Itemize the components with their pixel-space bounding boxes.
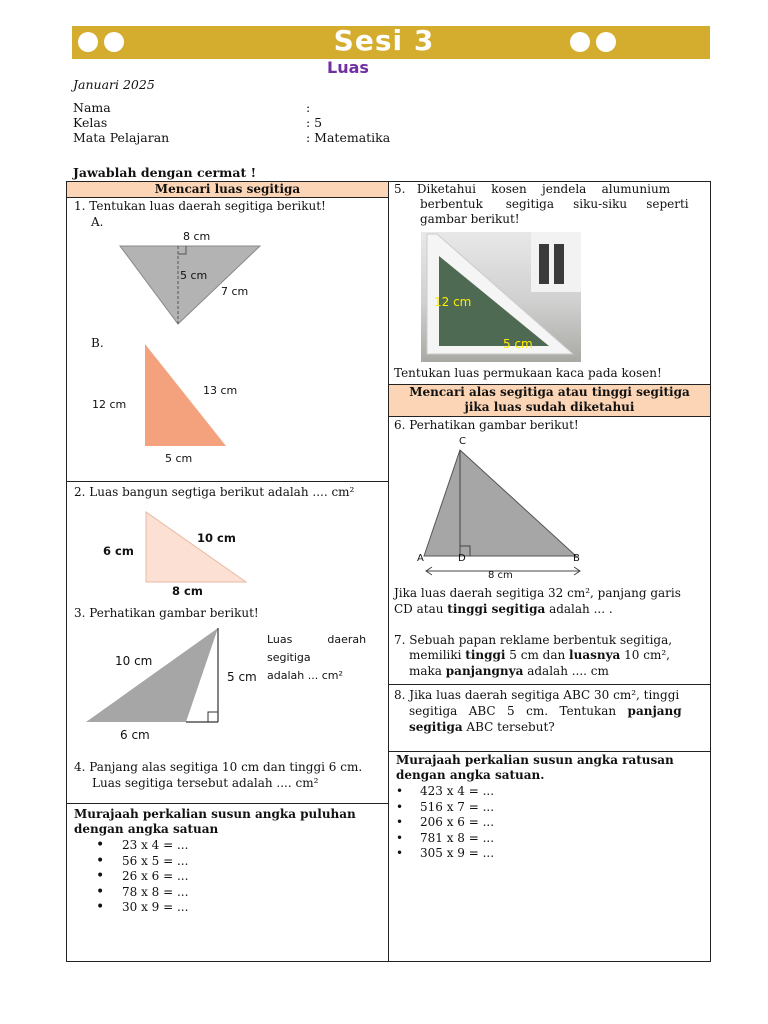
list-item: • 781 x 8 = ... <box>396 831 494 847</box>
murajaah-left-list <box>74 838 188 916</box>
tri-b-height-label: 12 cm <box>92 398 127 411</box>
field-label-kelas: Kelas <box>73 115 108 130</box>
field-value-mapel: : Matematika <box>306 130 391 145</box>
q5-line-1: 5. Diketahui kosen jendela alumunium <box>394 182 671 196</box>
point-d-label: D <box>458 553 466 564</box>
q7-line-1: 7. Sebuah papan reklame berbentuk segitiga, <box>394 633 673 647</box>
column-divider <box>388 181 389 962</box>
q7-line-2-e: 10 cm², <box>620 648 670 662</box>
tri-a-height-label: 5 cm <box>180 269 208 282</box>
q8-line-2 <box>409 704 682 720</box>
background-door-glass <box>539 244 549 284</box>
vertex-c-label: C <box>459 436 466 447</box>
q6-line-2-b: tinggi segitiga <box>447 602 546 616</box>
q6-line-1: Jika luas daerah segitiga 32 cm², panjang garis <box>394 586 681 600</box>
q8-line-2-b: panjang <box>627 704 682 718</box>
field-label-mapel: Mata Pelajaran <box>73 130 170 145</box>
topic-subtitle: Luas <box>327 58 369 77</box>
divider <box>389 416 710 417</box>
base-length-label: 8 cm <box>488 570 513 581</box>
divider <box>389 684 710 685</box>
divider <box>67 197 388 198</box>
right-angle-mark <box>208 712 218 722</box>
list-item: • 30 x 9 = ... <box>74 900 188 916</box>
tri-a-top-label: 8 cm <box>183 230 211 243</box>
list-item: • 56 x 5 = ... <box>74 854 188 870</box>
tri-q2-height-label: 6 cm <box>103 544 134 558</box>
q1-b-label: B. <box>91 336 104 350</box>
date-label: Januari 2025 <box>73 77 155 92</box>
photo-base-label: 5 cm <box>503 337 533 351</box>
q3-text: 3. Perhatikan gambar berikut! <box>74 606 259 620</box>
murajaah-left-title-2: dengan angka satuan <box>74 822 219 836</box>
list-item: • 516 x 7 = ... <box>396 800 494 816</box>
list-item: • 78 x 8 = ... <box>74 885 188 901</box>
q7-line-2-b: tinggi <box>465 648 506 662</box>
q1-a-label: A. <box>91 215 104 229</box>
triangle-a-figure <box>110 236 270 328</box>
q6-line-2-c: adalah ... . <box>545 602 613 616</box>
section-header-line-2: jika luas sudah diketahui <box>464 400 635 414</box>
section-header-area: Mencari luas segitiga <box>67 182 388 197</box>
vertex-a-label: A <box>417 553 424 564</box>
tri-q2-hyp-label: 10 cm <box>197 531 236 545</box>
field-label-nama: Nama <box>73 100 111 115</box>
photo-height-label: 12 cm <box>434 295 472 309</box>
list-item: • 206 x 6 = ... <box>396 815 494 831</box>
triangle-q2 <box>146 512 246 582</box>
q8-line-3-b: ABC tersebut? <box>462 720 555 734</box>
list-item: • 23 x 4 = ... <box>74 838 188 854</box>
vertex-b-label: B <box>573 553 580 564</box>
field-value-kelas: : 5 <box>306 115 323 130</box>
triangle-q2-figure <box>140 508 250 586</box>
triangle-q6-figure <box>410 444 585 562</box>
murajaah-left-title-1: Murajaah perkalian susun angka puluhan <box>74 807 356 821</box>
window-frame-photo <box>421 232 581 362</box>
instruction: Jawablah dengan cermat ! <box>73 165 257 180</box>
q4-line-2: Luas segitiga tersebut adalah .... cm² <box>92 776 319 790</box>
q7-line-3-b: panjangnya <box>445 664 524 678</box>
divider <box>389 751 710 752</box>
triangle-q3 <box>86 628 218 722</box>
q7-line-2-a: memiliki <box>409 648 466 662</box>
session-title: Sesi 3 <box>333 24 435 57</box>
list-item: • 423 x 4 = ... <box>396 784 494 800</box>
q7-line-3-a: maka <box>409 664 446 678</box>
tri-b-hyp-label: 13 cm <box>203 384 238 397</box>
q8-line-2-a: segitiga ABC 5 cm. Tentukan <box>409 704 628 718</box>
murajaah-right-title-2: dengan angka satuan. <box>396 768 545 782</box>
murajaah-right-title-1: Murajaah perkalian susun angka ratusan <box>396 753 674 767</box>
q5-line-3: gambar berikut! <box>420 212 520 226</box>
tri-q3-base-label: 6 cm <box>120 728 150 742</box>
q1-text: 1. Tentukan luas daerah segitiga berikut! <box>74 199 326 213</box>
q8-line-3-a: segitiga <box>409 720 463 734</box>
q5-line-2: berbentuk segitiga siku-siku seperti <box>420 197 689 211</box>
q3-side-text-2: segitiga <box>267 651 311 664</box>
q7-line-2-d: luasnya <box>569 648 621 662</box>
murajaah-right-list <box>396 784 494 862</box>
q7-line-3-c: adalah .... cm <box>523 664 609 678</box>
q6-text: 6. Perhatikan gambar berikut! <box>394 418 579 432</box>
triangle-q3-figure <box>84 624 234 726</box>
tri-q3-side-label: 10 cm <box>115 654 153 668</box>
q6-line-2 <box>394 602 613 618</box>
divider <box>67 803 388 804</box>
divider <box>67 481 388 482</box>
background-door-glass <box>554 244 564 284</box>
q7-line-2 <box>409 648 670 664</box>
tri-b-base-label: 5 cm <box>165 452 193 465</box>
tri-q2-base-label: 8 cm <box>172 584 203 598</box>
q3-side-text-1: Luas daerah <box>267 633 367 646</box>
q5-question: Tentukan luas permukaan kaca pada kosen! <box>394 366 662 380</box>
q7-line-3 <box>409 664 609 680</box>
q8-line-3 <box>409 720 555 736</box>
q2-text: 2. Luas bangun segtiga berikut adalah .... cm² <box>74 485 355 499</box>
q7-line-2-c: 5 cm dan <box>505 648 570 662</box>
q6-line-2-a: CD atau <box>394 602 448 616</box>
tri-q3-height-label: 5 cm <box>227 670 257 684</box>
section-header-base-height <box>389 385 710 416</box>
q3-side-text-3: adalah ... cm² <box>267 669 343 682</box>
tri-a-side-label: 7 cm <box>221 285 249 298</box>
list-item: • 26 x 6 = ... <box>74 869 188 885</box>
section-header-line-1: Mencari alas segitiga atau tinggi segitiga <box>409 385 690 399</box>
field-value-nama: : <box>306 100 311 115</box>
triangle-q6 <box>424 450 576 556</box>
q4-line-1: 4. Panjang alas segitiga 10 cm dan tinggi 6 cm. <box>74 760 363 774</box>
list-item: • 305 x 9 = ... <box>396 846 494 862</box>
q8-line-1: 8. Jika luas daerah segitiga ABC 30 cm², tinggi <box>394 688 680 702</box>
